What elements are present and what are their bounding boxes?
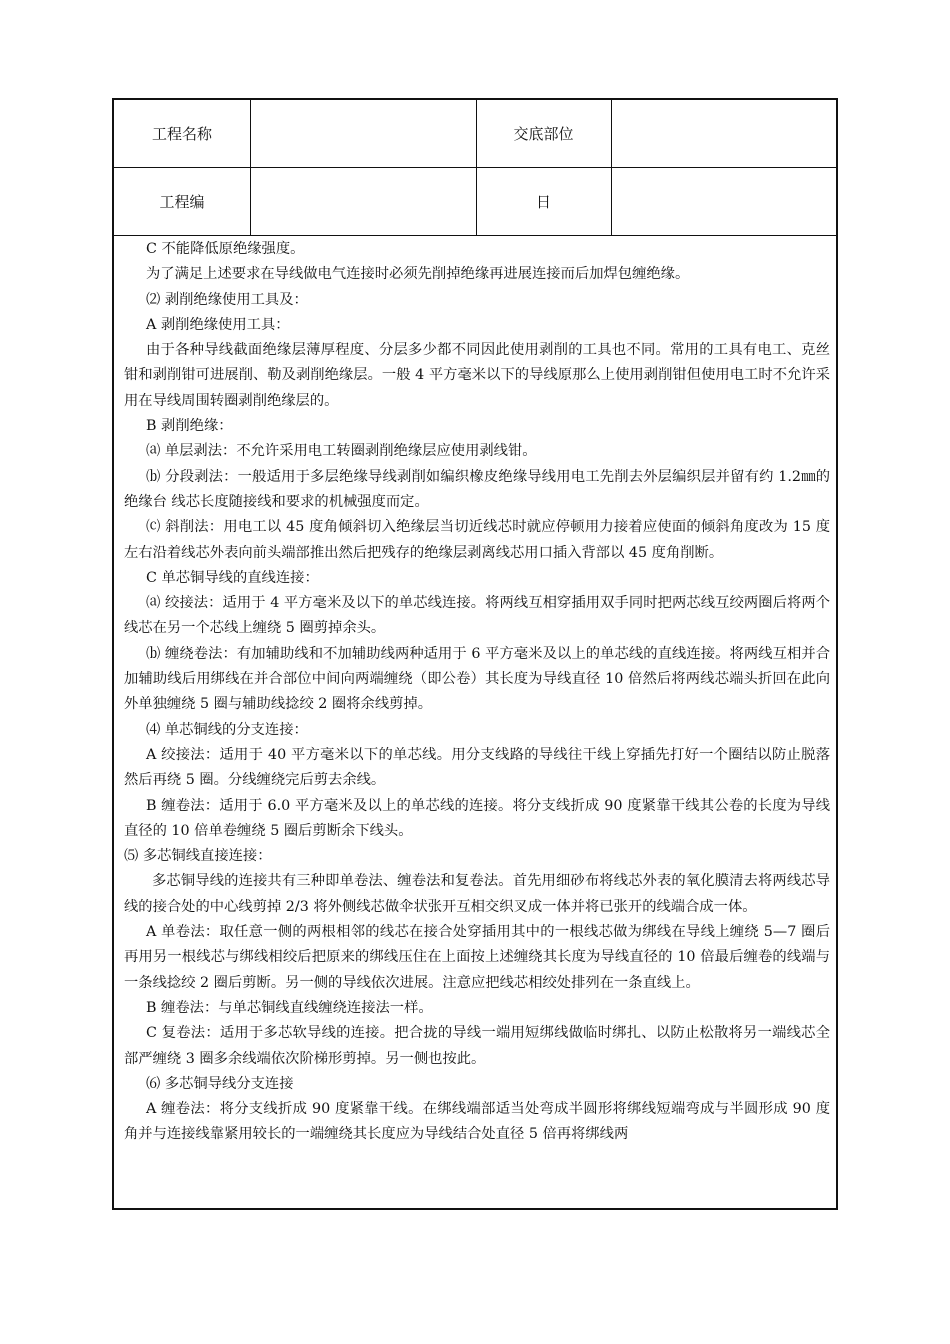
paragraph: ⒝ 缠绕卷法：有加辅助线和不加辅助线两种适用于 6 平方毫米及以上的单芯线的直线连接。将两线互相并合加辅助线后用绑线在并合部位中间向两端缠绕（即公卷）其长度为导线直径 10 倍然后将两线芯端头折回在此向外单独缠绕 5 圈与辅助线捻绞 2 圈将余线剪掉。 [124,645,830,713]
date-value [611,167,838,235]
paragraph: ⒜ 单层剥法：不允许采用电工转圈剥削绝缘层应使用剥线钳。 [146,443,537,460]
paragraph: C 不能降低原绝缘强度。 [146,241,305,257]
paragraph: B 缠卷法：适用于 6.0 平方毫米及以上的单芯线的连接。将分支线折成 90 度紧靠干线其公卷的长度为导线直径的 10 倍单卷缠绕 5 圈后剪断余下线头。 [124,797,830,839]
paragraph: A 绞接法：适用于 40 平方毫米以下的单芯线。用分支线路的导线往干线上穿插先打好一个圈结以防止脱落然后再绕 5 圈。分线缠绕完后剪去余线。 [124,746,830,789]
paragraph: B 缠卷法：与单芯铜线直线缠绕连接法一样。 [146,999,433,1016]
paragraph: 多芯铜导线的连接共有三种即单卷法、缠卷法和复卷法。首先用细砂布将线芯外表的氧化膜清去将两线芯导线的接合处的中心线剪掉 2/3 将外侧线芯做伞状张开互相交织叉成一体并将已张开的线端合成一体。 [124,873,830,915]
paragraph: C 单芯铜导线的直线连接： [146,569,319,586]
project-no-value [250,167,476,235]
paragraph: ⑷ 单芯铜线的分支连接： [146,721,308,738]
paragraph: ⑸ 多芯铜线直接连接： [124,848,272,865]
paragraph: C 复卷法：适用于多芯软导线的连接。把合拢的导线一端用短绑线做临时绑扎、以防止松散将另一端线芯全部严缠绕 3 圈多余线端依次阶梯形剪掉。另一侧也按此。 [124,1025,830,1067]
paragraph: A 单卷法：取任意一侧的两根相邻的线芯在接合处穿插用其中的一根线芯做为绑线在导线上缠绕 5—7 圈后再用另一根线芯与绑线相绞后把原来的绑线压住在上面按上述缠绕其长度为导线直径的 10 倍最后缠卷的线端与一条线捻绞 2 圈后剪断。另一侧的导线依次进展。注意应把线芯相绞处排列在一条直线上。 [124,924,830,991]
date-label: 日 [535,192,551,211]
disclosure-form [112,98,838,1210]
paragraph: ⒝ 分段剥法：一般适用于多层绝缘导线剥削如编织橡皮绝缘导线用电工先削去外层编织层并留有约 1.2㎜的绝缘台 线芯长度随接线和要求的机械强度而定。 [124,468,830,510]
location-label: 交底部位 [513,125,574,143]
paragraph: A 剥削绝缘使用工具： [146,316,290,333]
document-body [124,236,830,1208]
paragraph: A 缠卷法：将分支线折成 90 度紧靠干线。在绑线端部适当处弯成半圆形将绑线短端弯成与半圆形成 90 度角并与连接线靠紧用较长的一端缠绕其长度应为导线结合处直径 5 倍再将绑线两 [124,1101,830,1143]
paragraph: ⒞ 斜削法：用电工以 45 度角倾斜切入绝缘层当切近线芯时就应停顿用力接着应使面的倾斜角度改为 15 度左右沿着线芯外表向前头端部推出然后把残存的绝缘层剥离线芯用口插入背部以 45 度角削断。 [124,519,830,561]
paragraph: 为了满足上述要求在导线做电气连接时必须先削掉绝缘再进展连接而后加焊包缠绝缘。 [146,266,690,283]
project-no-label: 工程编 [159,192,205,211]
paragraph: ⒜ 绞接法：适用于 4 平方毫米及以下的单芯线连接。将两线互相穿插用双手同时把两芯线互绞两圈后将两个线芯在另一个芯线上缠绕 5 圈剪掉余头。 [124,595,830,637]
paragraph: 由于各种导线截面绝缘层薄厚程度、分层多少都不同因此使用剥削的工具也不同。常用的工具有电工、克丝钳和剥削钳可进展削、勒及剥削绝缘层。一般 4 平方毫米以下的导线原那么上使用剥削钳但使用电工时不允许采用在导线周围转圈剥削绝缘层的。 [124,342,830,409]
header-table [114,100,836,236]
project-name-label: 工程名称 [151,125,212,143]
project-name-value [250,100,476,167]
paragraph: ⑵ 剥削绝缘使用工具及： [146,291,308,308]
paragraph: B 剥削绝缘： [146,418,233,435]
location-value [611,100,838,167]
paragraph: ⑹ 多芯铜导线分支连接 [146,1075,294,1092]
